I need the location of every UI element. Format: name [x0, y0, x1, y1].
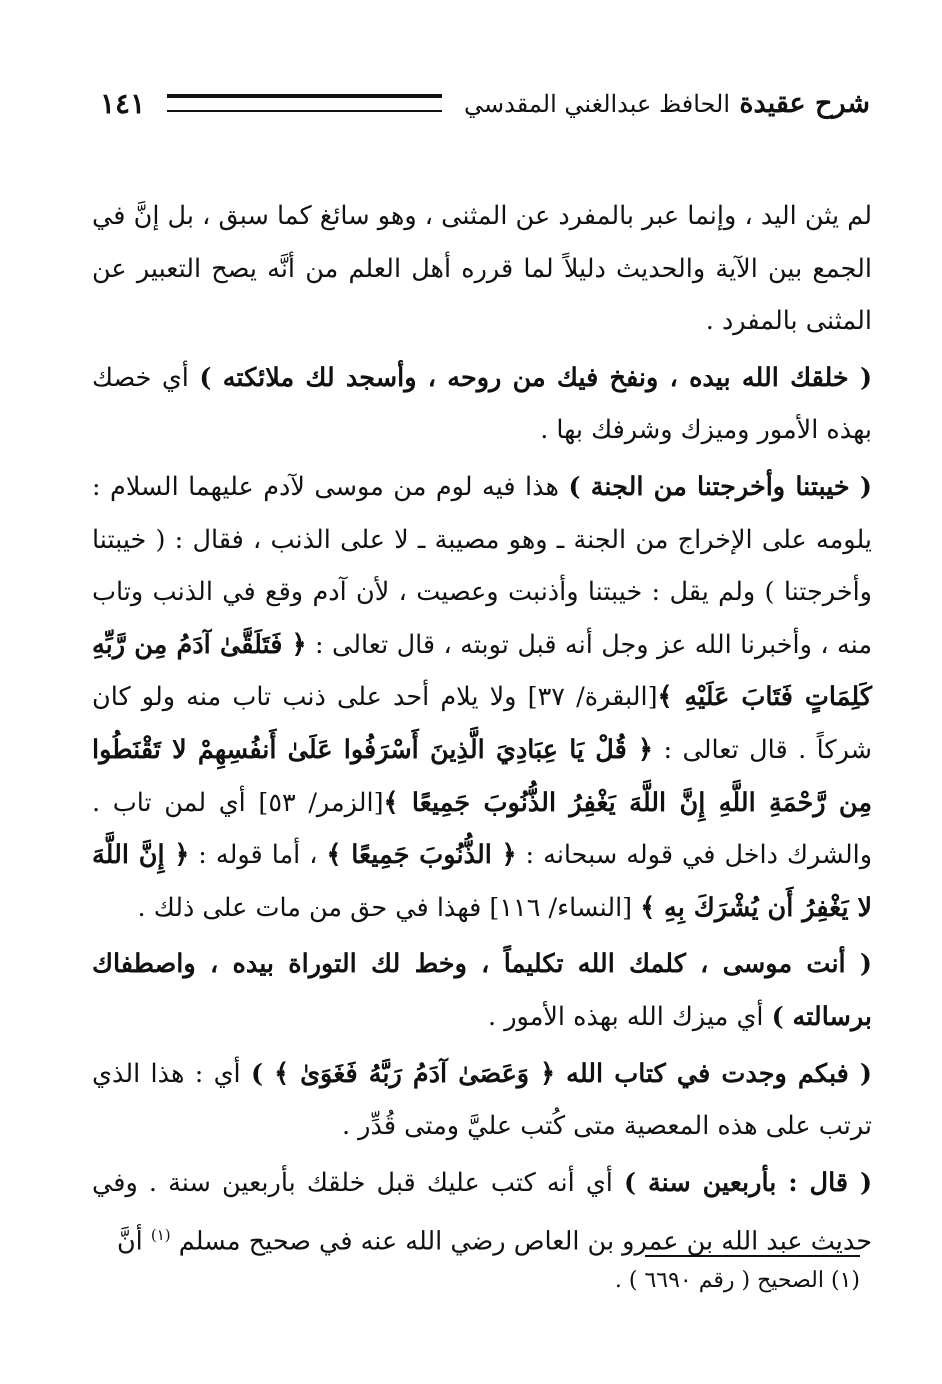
- body-text: [92, 190, 872, 1268]
- paragraph: [92, 938, 872, 1043]
- text-run: أي : هذا الذي ترتب على هذه المعصية متى كُتب عليَّ ومتى قُدِّر .: [92, 1058, 872, 1142]
- text-run: [النساء/ ١١٦] فهذا في حق من مات على ذلك .: [137, 892, 641, 923]
- text-run: أي ميزك الله بهذه الأمور .: [488, 1001, 772, 1032]
- bold-phrase: ( أنت موسى ، كلمك الله تكليماً ، وخط لك التوراة بيده ، واصطفاك برسالته ): [92, 949, 872, 1032]
- bold-phrase: ( خيبتنا وأخرجتنا من الجنة ): [568, 471, 872, 502]
- text-run: أنَّ: [116, 1226, 151, 1257]
- book-title-bold: شرح عقيدة: [739, 87, 870, 119]
- running-header: [100, 78, 870, 128]
- text-run: لم يثن اليد ، وإنما عبر بالمفرد عن المثنى ، وهو سائغ كما سبق ، بل إنَّ في الجمع بين الآية والحديث دليلاً لما قرره أهل العلم من أنَّه يصح التعبير عن المثنى بالمفرد .: [92, 201, 872, 337]
- paragraph: [92, 461, 872, 934]
- footnote-marker: (١): [150, 1226, 171, 1245]
- text-run: أي أنه كتب عليك قبل خلقك بأربعين سنة . وفي حديث عبد الله بن عمرو بن العاص رضي الله عنه في صحيح مسلم: [92, 1167, 872, 1257]
- footnote-separator: [645, 1255, 860, 1257]
- footnote: (١) الصحيح ( رقم ٦٦٩٠ ) .: [614, 1268, 860, 1293]
- bold-phrase: ﴿ فَتَلَقَّىٰ آدَمُ مِن رَّبِّهِ كَلِمَاتٍ فَتَابَ عَلَيْهِ ﴾: [92, 629, 872, 713]
- bold-phrase: ﴿ قُلْ يَا عِبَادِيَ الَّذِينَ أَسْرَفُوا عَلَىٰ أَنفُسِهِمْ لا تَقْنَطُوا مِن رَّحْمَةِ اللَّهِ إِنَّ اللَّهَ يَغْفِرُ الذُّنُوبَ جَمِيعًا ﴾: [92, 734, 872, 818]
- book-title: [464, 88, 870, 119]
- header-rule: [167, 94, 442, 112]
- bold-phrase: ﴿ إِنَّ اللَّهَ لا يَغْفِرُ أَن يُشْرَكَ بِهِ ﴾: [92, 840, 872, 923]
- paragraph: [92, 1048, 872, 1153]
- paragraph: [92, 1157, 872, 1269]
- page-number: ١٤١: [100, 86, 146, 120]
- text-run: [الزمر/ ٥٣] أي لمن تاب . والشرك داخل في قوله سبحانه :: [92, 787, 873, 871]
- text-run: هذا فيه لوم من موسى لآدم عليهما السلام : يلومه على الإخراج من الجنة ـ وهو مصيبة ـ لا على الذنب ، فقال : ( خيبتنا وأخرجتنا ) ولم يقل : خيبتنا وأذنبت وعصيت ، لأن آدم وقع في الذنب وتاب منه ، وأخبرنا الله عز وجل أنه قبل توبته ، قال تعالى :: [92, 471, 872, 660]
- bold-phrase: ( خلقك الله بيده ، ونفخ فيك من روحه ، وأسجد لك ملائكته ): [199, 362, 873, 393]
- bold-phrase: ( قال : بأربعين سنة ): [624, 1167, 873, 1198]
- text-run: [البقرة/ ٣٧] ولا يلام أحد على ذنب تاب منه ولو كان شركاً . قال تعالى :: [92, 682, 873, 765]
- bold-phrase: ( فبكم وجدت في كتاب الله ﴿ وَعَصَىٰ آدَمُ رَبَّهُ فَغَوَىٰ ﴾ ): [250, 1058, 872, 1089]
- bold-phrase: ﴿ الذُّنُوبَ جَمِيعًا ﴾: [326, 840, 517, 871]
- book-title-rest: الحافظ عبدالغني المقدسي: [464, 89, 730, 118]
- paragraph: [92, 352, 872, 457]
- text-run: ، أما قوله :: [189, 840, 327, 871]
- text-run: أي خصك بهذه الأمور وميزك وشرفك بها .: [92, 362, 872, 446]
- paragraph: [92, 190, 872, 348]
